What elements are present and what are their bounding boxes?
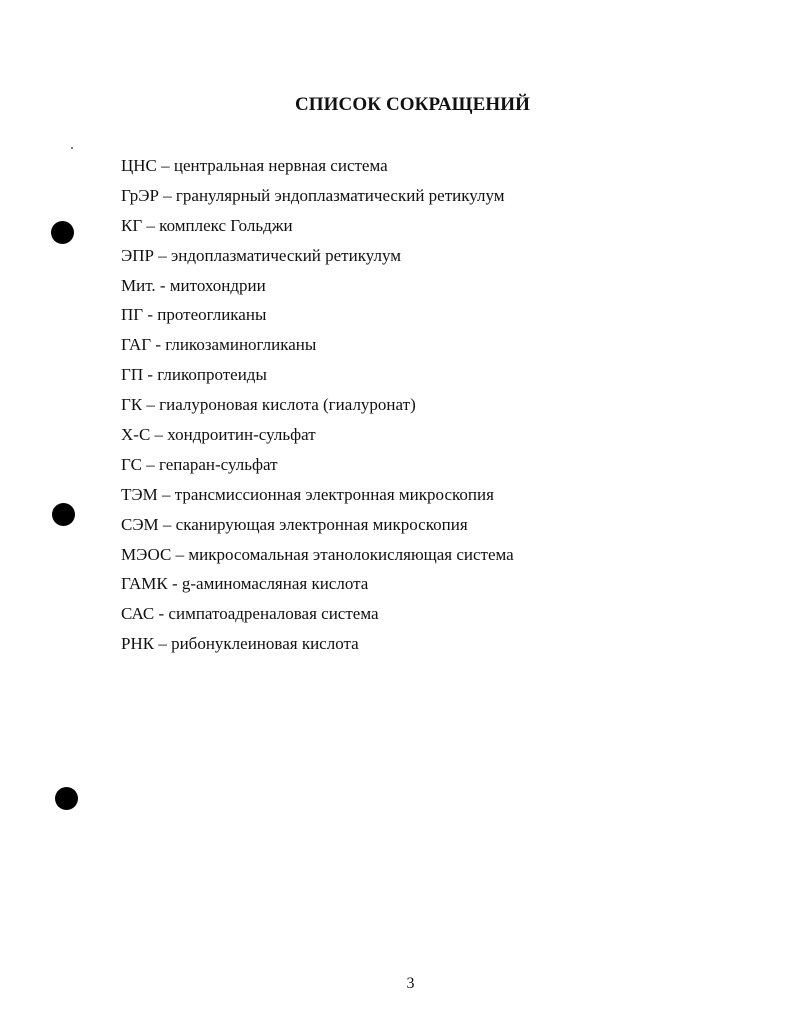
abbreviation-item: ГрЭР – гранулярный эндоплазматический ретикулум (121, 185, 505, 205)
punch-hole-middle (52, 503, 75, 526)
abbreviation-item: САС - симпатоадреналовая система (121, 604, 379, 624)
abbreviation-item: КГ – комплекс Гольджи (121, 215, 293, 235)
abbreviation-item: ГС – гепаран-сульфат (121, 454, 278, 474)
abbreviation-item: ГП - гликопротеиды (121, 365, 267, 385)
abbreviation-item: ЭПР – эндоплазматический ретикулум (121, 245, 402, 265)
abbreviation-list (121, 155, 514, 663)
abbreviation-item: ГК – гиалуроновая кислота (гиалуронат) (121, 395, 416, 415)
abbreviation-item: РНК – рибонуклеиновая кислота (121, 634, 359, 654)
punch-hole-top (51, 221, 74, 244)
abbreviation-item: ЦНС – центральная нервная система (121, 156, 388, 175)
abbreviation-item: Мит. - митохондрии (121, 275, 266, 295)
scan-speck (71, 147, 73, 149)
abbreviation-item: МЭОС – микросомальная этанолокисляющая система (121, 544, 514, 564)
page-number: 3 (406, 975, 415, 992)
abbreviation-item: ГАМК - g-аминомасляная кислота (121, 574, 369, 594)
punch-hole-bottom (55, 787, 78, 810)
abbreviation-item: ПГ - протеогликаны (121, 305, 267, 325)
page-title: СПИСОК СОКРАЩЕНИЙ (294, 94, 531, 115)
abbreviation-item: ГАГ - гликозаминогликаны (121, 335, 317, 355)
abbreviation-item: СЭМ – сканирующая электронная микроскопия (121, 514, 468, 534)
abbreviation-item: Х-С – хондроитин-сульфат (121, 425, 316, 445)
abbreviation-item: ТЭМ – трансмиссионная электронная микроскопия (121, 484, 494, 504)
